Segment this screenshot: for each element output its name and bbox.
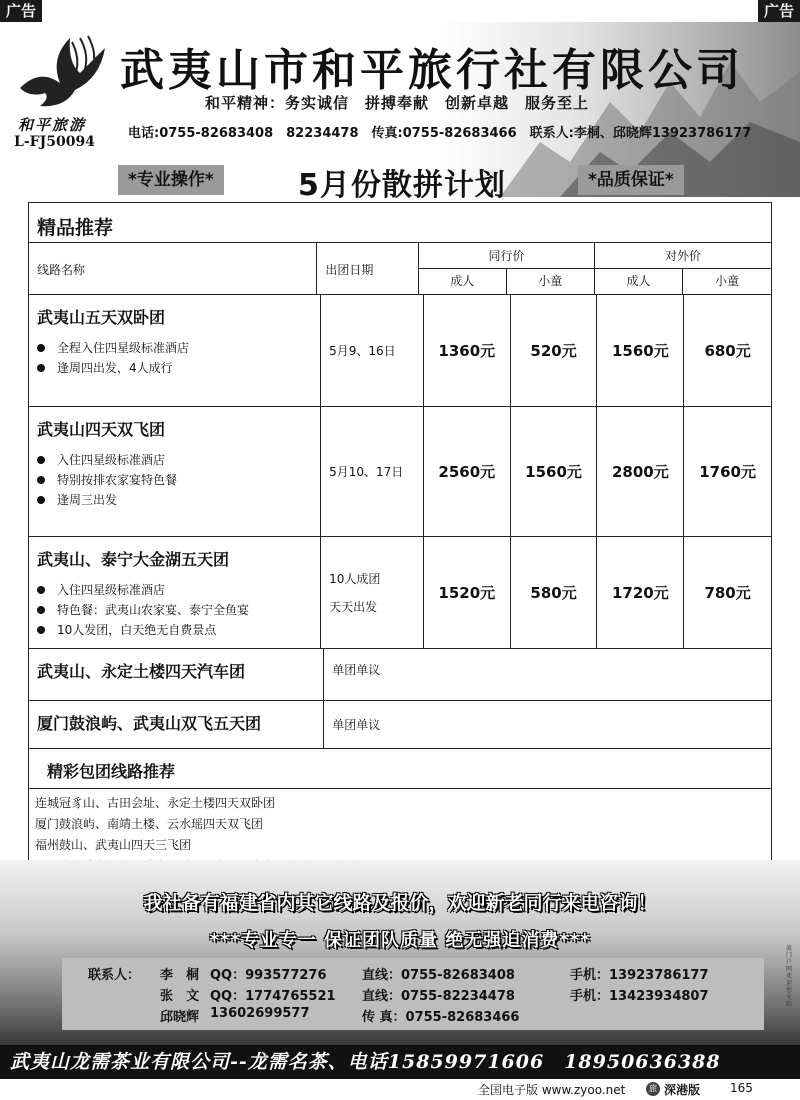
guarantee-text: ***专业专一 保证团队质量 绝无强迫消费*** <box>209 930 591 951</box>
footer-edition: 深港版 <box>664 1083 701 1097</box>
slogan-professional: *专业操作* <box>118 165 224 195</box>
header-peer-adult: 成人 <box>419 269 507 294</box>
ad-tag-right: 广告 <box>758 0 800 22</box>
header-contact: 电话:0755-82683408 82234478 传真:0755-82683466 联系人:李桐、邱晓辉13923786177 <box>128 126 752 141</box>
route-name: 厦门鼓浪屿、武夷山双飞五天团 <box>37 714 262 733</box>
header-banner <box>0 22 800 203</box>
contact-qq: QQ：1774765521 <box>210 989 336 1004</box>
contact-box <box>62 958 764 1030</box>
bullet-icon <box>37 606 45 614</box>
table-row <box>29 649 771 701</box>
bullet-icon <box>37 626 45 634</box>
header-peer-price <box>419 243 595 294</box>
table-row <box>29 537 771 649</box>
list-item: 10人发团，白天绝无自费景点 <box>37 620 312 640</box>
bullet-icon <box>37 364 45 372</box>
list-item: 入住四星级标准酒店 <box>37 450 312 470</box>
bullet-icon <box>37 496 45 504</box>
price-table <box>28 202 772 884</box>
route-date: 单团单议 <box>332 663 381 677</box>
peer-adult-price: 1520元 <box>424 537 511 648</box>
contact-mobile: 手机：13923786177 <box>570 968 709 983</box>
route-name: 武夷山、永定土楼四天汽车团 <box>37 662 246 681</box>
table-row <box>29 407 771 537</box>
logo-text: 和平旅游 <box>18 116 87 134</box>
header-route: 线路名称 <box>29 243 317 294</box>
header-date: 出团日期 <box>317 243 419 294</box>
date-line: 10人成团 <box>329 571 381 586</box>
peer-adult-price: 1360元 <box>424 295 511 406</box>
plan-title: 5月份散拼计划 <box>298 168 506 203</box>
header-public-label: 对外价 <box>595 243 771 269</box>
contact-line: 直线：0755-82234478 <box>362 989 515 1004</box>
package-title: 精彩包团线路推荐 <box>29 749 771 789</box>
list-item: 入住四星级标准酒店 <box>37 580 312 600</box>
contact-fax: 传 真：0755-82683466 <box>362 1010 520 1025</box>
table-row <box>29 295 771 407</box>
contact-mobile: 13602699577 <box>210 1006 310 1021</box>
peer-child-price: 520元 <box>511 295 598 406</box>
public-child-price: 1760元 <box>699 463 756 481</box>
list-item: 连城冠豸山、古田会址、永定土楼四天双卧团 <box>35 796 276 810</box>
company-spirit: 和平精神：务实诚信 拼搏奉献 创新卓越 服务至上 <box>205 94 590 112</box>
table-row <box>29 701 771 749</box>
tea-company-ad: 武夷山龙需茶业有限公司--龙需名茶、电话15859971606 18950636388 <box>0 1045 800 1079</box>
contact-name: 李 桐 <box>160 968 200 983</box>
route-date: 5月9、16日 <box>321 295 424 406</box>
bullet-icon <box>37 456 45 464</box>
footer-site[interactable]: 全国电子版 www.zyoo.net <box>478 1083 626 1097</box>
list-item: 福州鼓山、武夷山四天三飞团 <box>35 838 192 852</box>
peer-child-price: 580元 <box>511 537 598 648</box>
public-adult-price: 1720元 <box>597 537 684 648</box>
bullet-icon <box>37 586 45 594</box>
contact-name: 邱晓辉 <box>160 1010 200 1025</box>
list-item: 逢周三出发 <box>37 490 312 510</box>
license-number: L-FJ50094 <box>14 134 95 150</box>
ad-tag-left: 广告 <box>0 0 42 22</box>
page-footer <box>0 1079 800 1100</box>
bullet-icon <box>37 344 45 352</box>
public-adult-price: 2800元 <box>597 407 684 536</box>
route-name: 武夷山五天双卧团 <box>37 308 166 327</box>
contact-mobile: 手机：13423934807 <box>570 989 709 1004</box>
date-line: 天天出发 <box>329 599 378 614</box>
slogan-quality: *品质保证* <box>578 165 684 195</box>
company-name: 武夷山市和平旅行社有限公司 <box>120 45 744 96</box>
header-public-child: 小童 <box>714 274 739 288</box>
route-name: 武夷山四天双飞团 <box>37 420 166 439</box>
public-child-price: 780元 <box>704 584 751 602</box>
header-peer-label: 同行价 <box>419 243 594 269</box>
travel-badge-icon: 旅 <box>646 1082 660 1096</box>
peer-child-price: 1560元 <box>511 407 598 536</box>
list-item: 全程入住四星级标准酒店 <box>37 338 312 358</box>
contact-label: 联系人： <box>88 968 141 983</box>
peer-adult-price: 2560元 <box>424 407 511 536</box>
bottom-banner <box>0 860 800 1045</box>
contact-line: 直线：0755-82683408 <box>362 968 515 983</box>
public-adult-price: 1560元 <box>597 295 684 406</box>
list-item: 厦门鼓浪屿、南靖土楼、云水瑶四天双飞团 <box>35 817 264 831</box>
header-public-adult: 成人 <box>595 269 683 294</box>
public-child-price: 680元 <box>704 342 751 360</box>
route-date <box>321 537 424 648</box>
vertical-note: 旅门户网欢迎您光临 <box>786 945 793 1008</box>
header-peer-child: 小童 <box>538 274 563 288</box>
route-date: 5月10、17日 <box>321 407 424 536</box>
route-date: 单团单议 <box>332 718 381 732</box>
header-public-price <box>595 243 771 294</box>
notice-text: 我社备有福建省内其它线路及报价，欢迎新老同行来电咨询！ <box>143 892 657 914</box>
dove-logo-icon <box>10 28 110 118</box>
table-header <box>29 243 771 295</box>
route-name: 武夷山、泰宁大金湖五天团 <box>37 550 230 569</box>
contact-name: 张 文 <box>160 989 200 1004</box>
page-number: 165 <box>730 1081 753 1095</box>
list-item: 特别按排农家宴特色餐 <box>37 470 312 490</box>
bullet-icon <box>37 476 45 484</box>
section-title: 精品推荐 <box>29 203 771 243</box>
list-item: 逢周四出发，4人成行 <box>37 358 312 378</box>
contact-qq: QQ：993577276 <box>210 968 327 983</box>
list-item: 特色餐：武夷山农家宴、泰宁全鱼宴 <box>37 600 312 620</box>
